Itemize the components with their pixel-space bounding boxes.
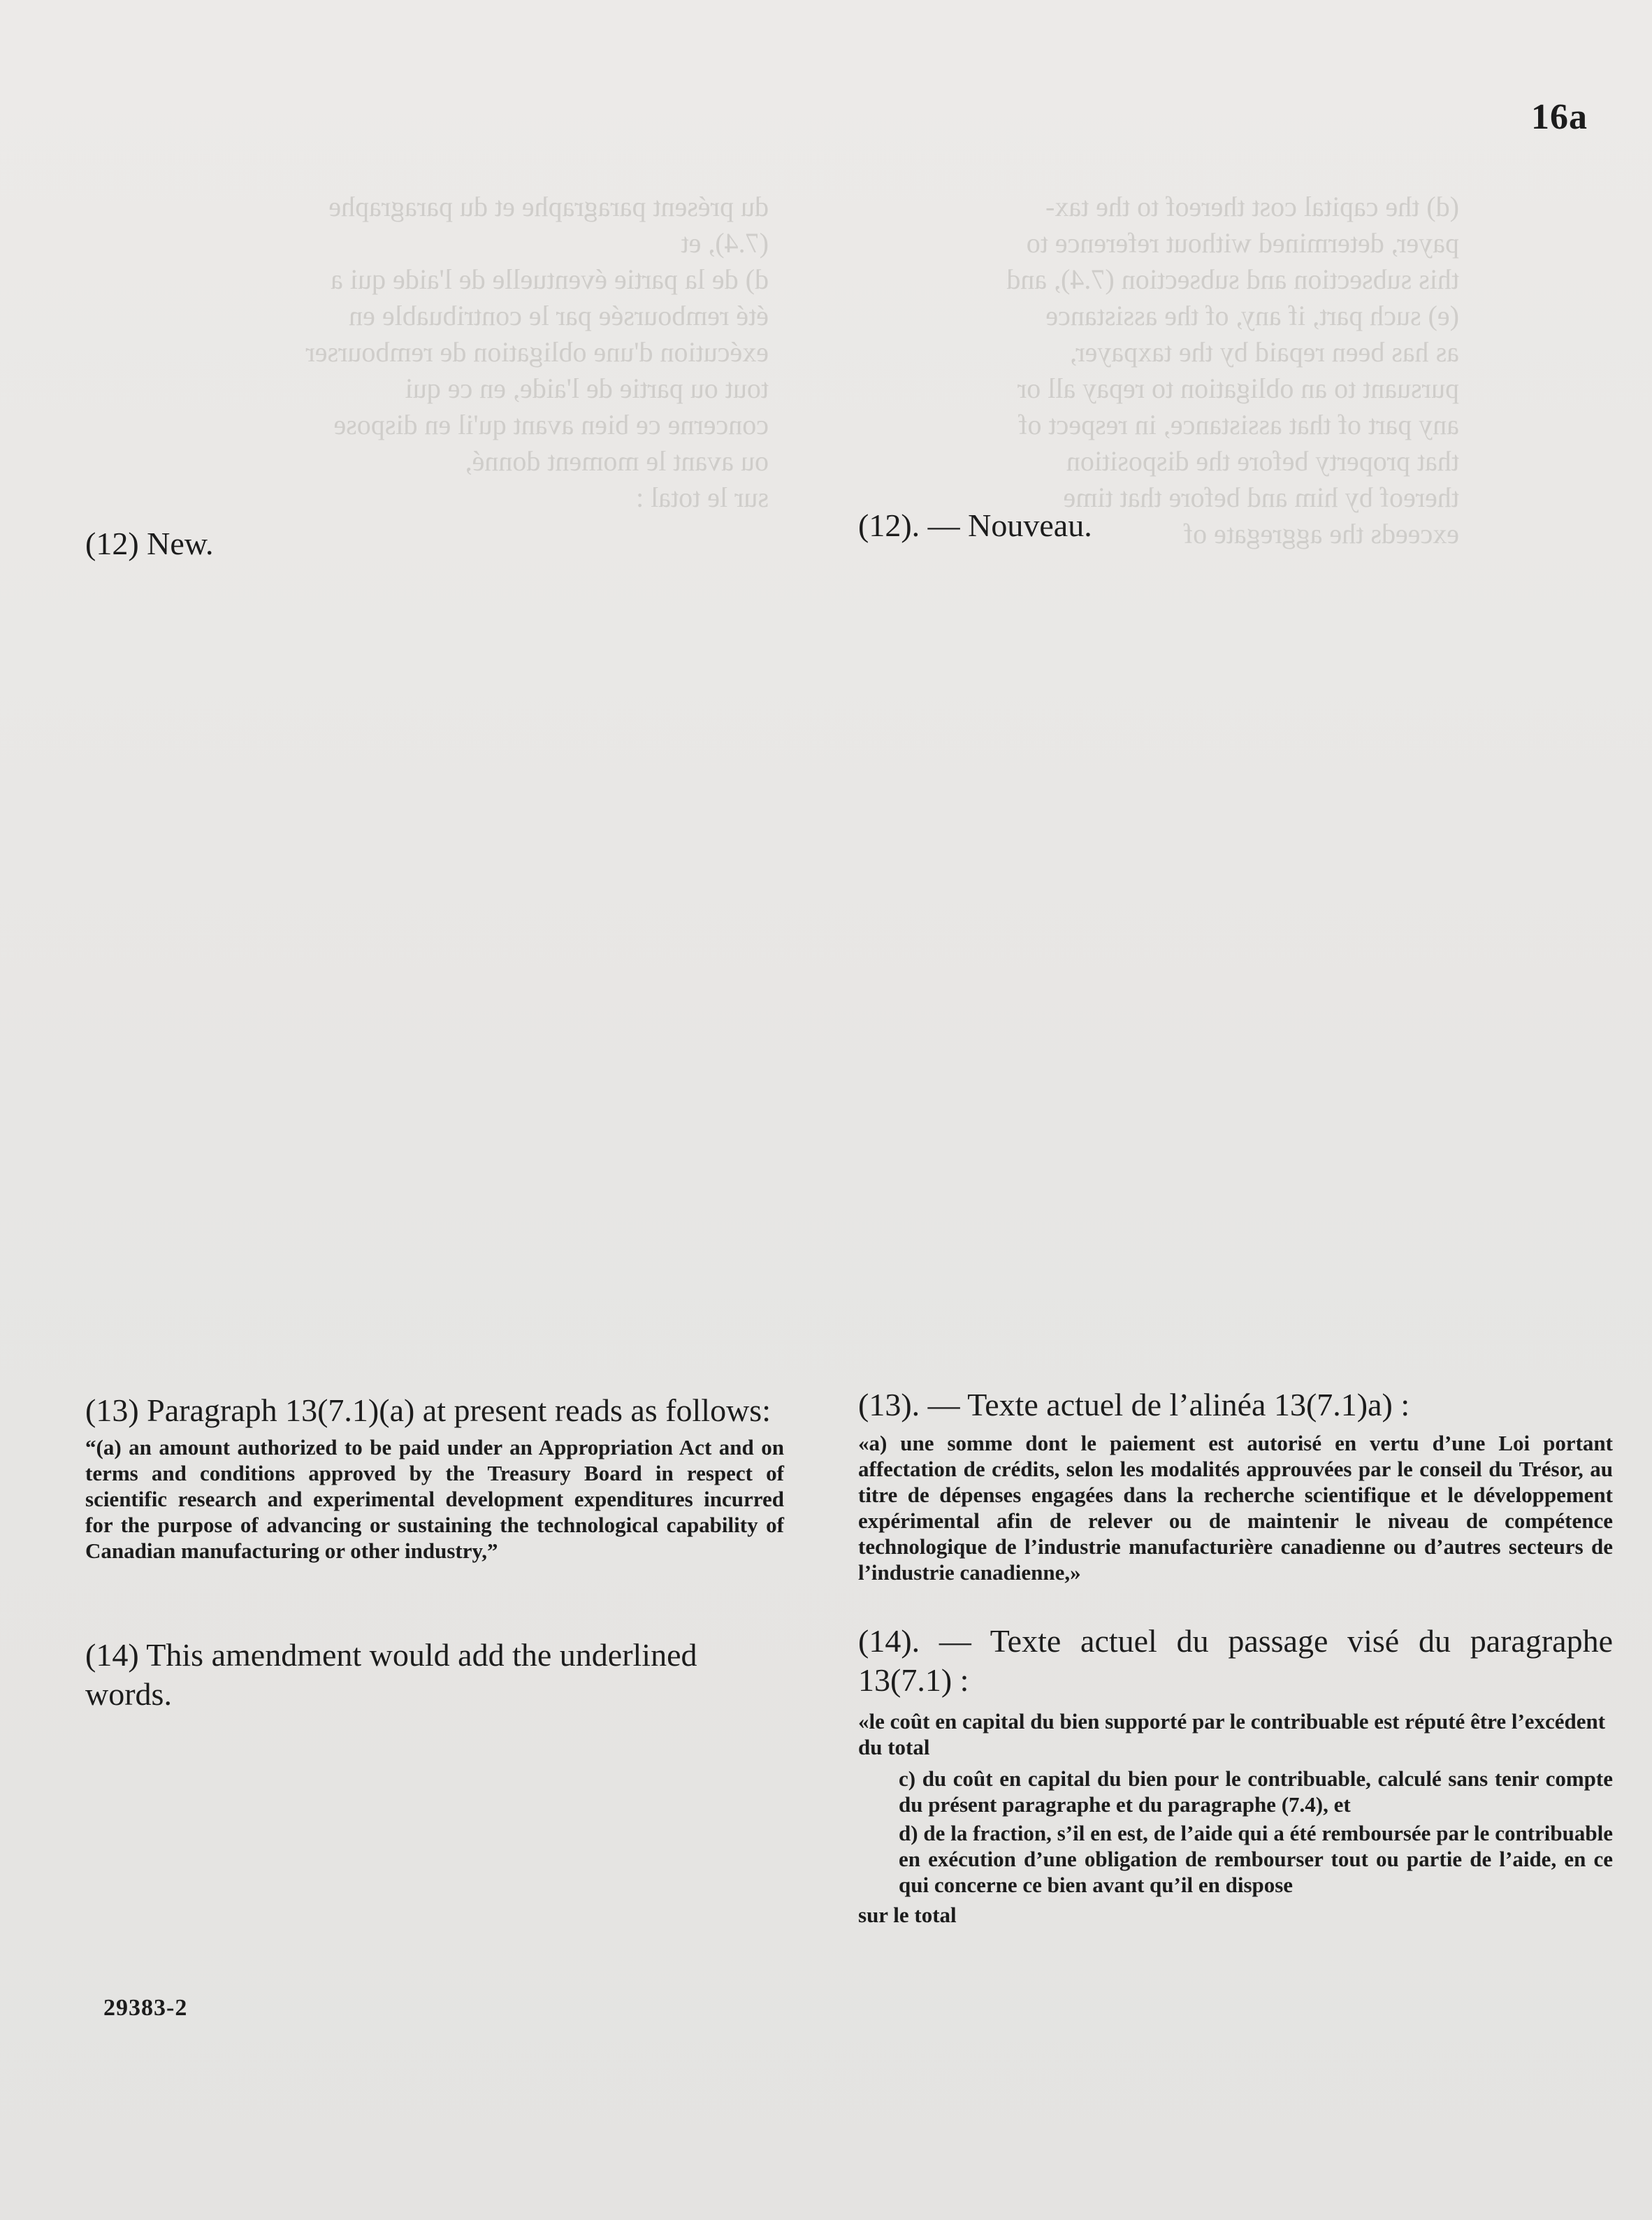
note-13-fr-body: [858, 1430, 1613, 1585]
note-14-fr-heading: (14). — Texte actuel du passage visé du paragraphe 13(7.1) :: [858, 1623, 1613, 1698]
note-14-fr-clause-d: d) de la fraction, s’il en est, de l’aide qui a été remboursée par le contribuable en exécution d’une obligation de rembourser tout ou partie de l’aide, en ce qui concerne ce bien avant qu’il en dispose: [899, 1821, 1613, 1897]
page-number: 16a: [1531, 97, 1588, 137]
note-14-fr: [858, 1622, 1613, 1928]
note-13-fr: [858, 1385, 1613, 1585]
note-13-en-heading: (13) Paragraph 13(7.1)(a) at present reads as follows:: [85, 1392, 771, 1428]
note-14-fr-body: [858, 1708, 1613, 1928]
note-13-en-quote: “(a) an amount authorized to be paid under an Appropriation Act and on terms and conditions approved by the Treasury Board in respect of scientific research and experimental development expenditures incurred for the purpose of advancing or sustaining the technological capability of Canadian manufacturing or other industry,”: [85, 1435, 784, 1563]
footer-code: 29383-2: [103, 1995, 188, 2021]
show-through-right: (d) the capital cost thereof to the tax- payer, determined without reference to this subsection and subsection (7.4), and (e) such part, if any, of the assistance as has been repaid by the taxpayer, pursuant to an obligation to repay all or any part of that assistance, in respect of that property before the disposition thereof by him and before that time exceeds the aggregate of: [1006, 191, 1459, 549]
note-12-fr: [858, 506, 1613, 545]
note-12-en: (12) New.: [85, 526, 214, 561]
show-through-left: du présent paragraphe et du paragraphe (7.4), et d) de la partie éventuelle de l'aide qui a été remboursée par le contribuable en exécution d'une obligation de rembourser tout ou partie de l'aide, en ce qui concerne ce bien avant qu'il en dispose ou avant le moment donné, sur le total :: [305, 191, 769, 513]
note-14-fr-intro: «le coût en capital du bien supporté par le contribuable est réputé être l’excédent du total: [858, 1709, 1606, 1759]
note-13-en: [85, 1391, 784, 1564]
note-13-fr-quote: «a) une somme dont le paiement est autorisé en vertu d’une Loi portant affectation de crédits, selon les modalités approuvées par le conseil du Trésor, au titre de dépenses engagées dans la recherche scientifique et le développement expérimental afin de relever ou de maintenir le niveau de compétence technologique de l’industrie manufacturière canadienne ou d’autres secteurs de l’industrie canadienne,»: [858, 1431, 1613, 1585]
note-14-en: (14) This amendment would add the underlined words.: [85, 1637, 697, 1712]
note-13-fr-heading: (13). — Texte actuel de l’alinéa 13(7.1)a) :: [858, 1387, 1410, 1422]
note-14-fr-clause-c: c) du coût en capital du bien pour le contribuable, calculé sans tenir compte du présent paragraphe et du paragraphe (7.4), et: [899, 1766, 1613, 1817]
note-12-fr-text: (12). — Nouveau.: [858, 507, 1092, 543]
note-14-fr-tail: sur le total: [858, 1903, 957, 1927]
note-13-en-body: [85, 1434, 784, 1564]
